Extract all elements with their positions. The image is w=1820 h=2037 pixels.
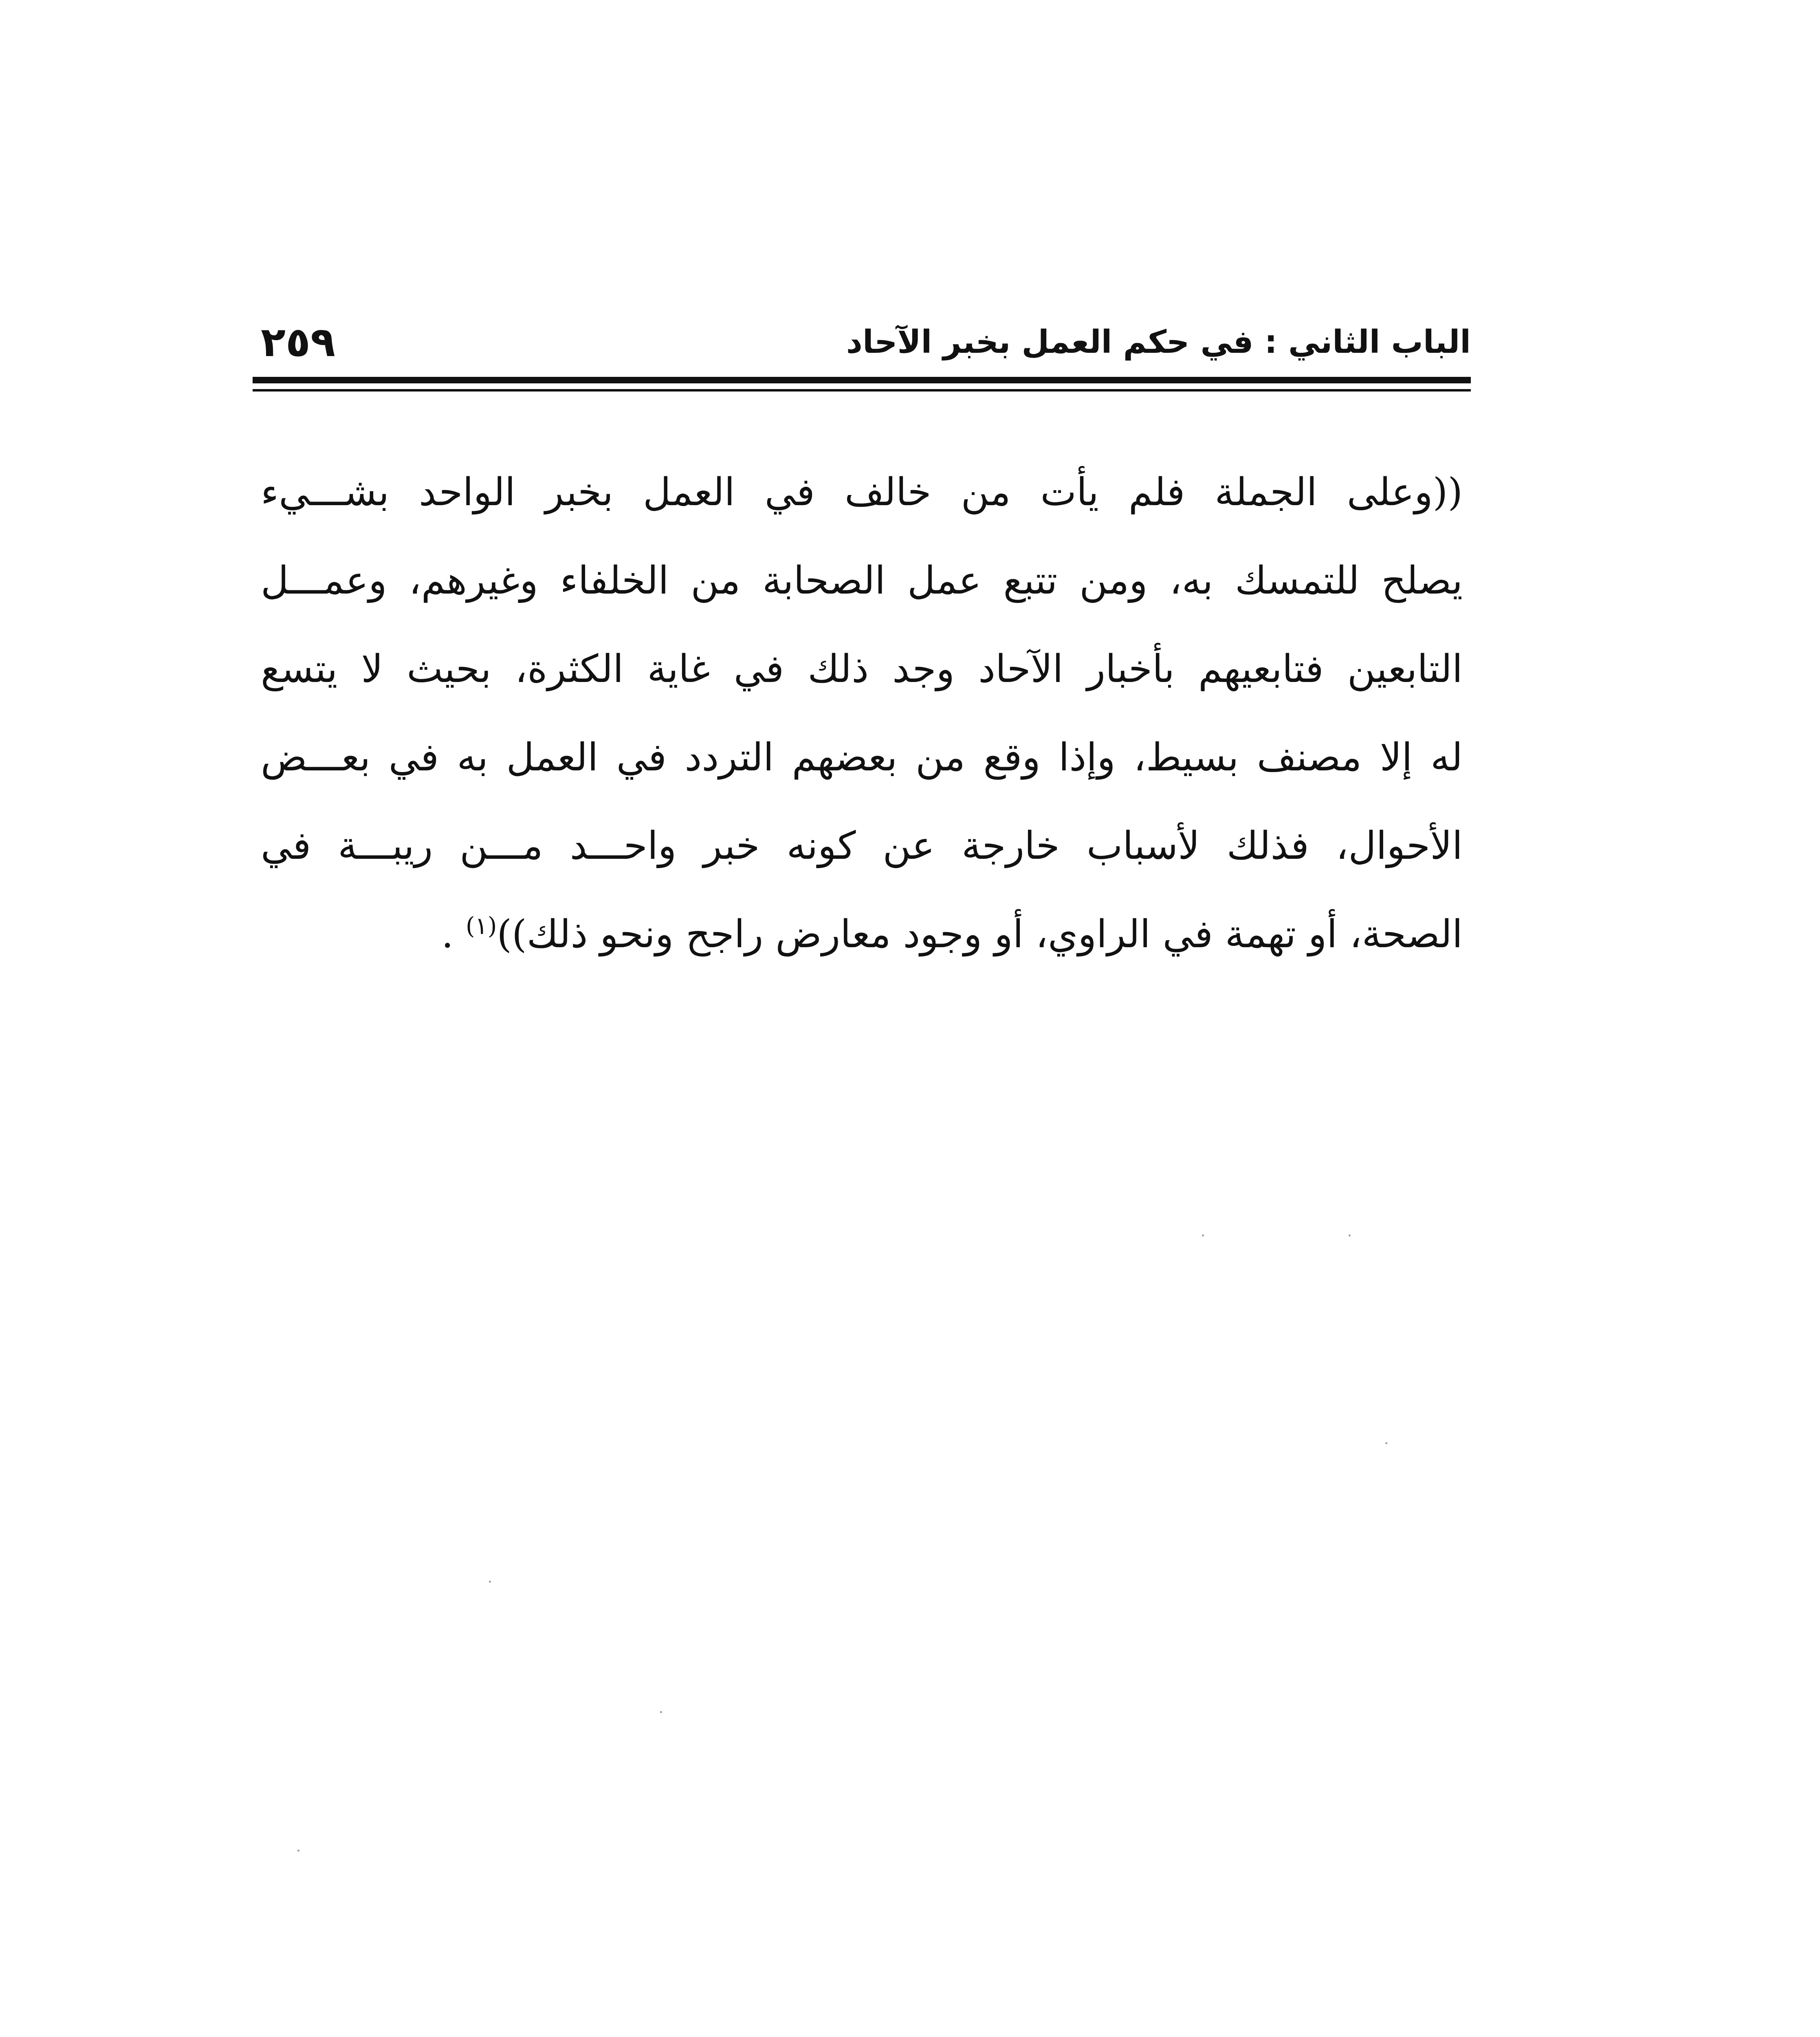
paragraph-last-line: [261, 890, 1463, 979]
paragraph-line-text: الصحة، أو تهمة في الراوي، أو وجود معارض راجح ونحو ذلك)): [497, 912, 1463, 957]
scan-speck: [660, 1711, 662, 1713]
header-rule-thick: [253, 377, 1471, 383]
page-number: ٢٥٩: [261, 318, 336, 366]
final-period: .: [441, 912, 454, 957]
paragraph-line: الأحوال، فذلك لأسباب خارجة عن كونه خبر واحـــد مـــن ريبـــة في: [261, 824, 1463, 868]
running-header: [253, 318, 1471, 371]
paragraph-line: له إلا مصنف بسيط، وإذا وقع من بعضهم التردد في العمل به في بعـــض: [261, 735, 1463, 780]
header-rule-thin: [253, 389, 1471, 392]
scan-speck: [1349, 1234, 1351, 1236]
chapter-title: الباب الثاني : في حكم العمل بخبر الآحاد: [846, 324, 1471, 361]
scan-speck: [297, 1850, 299, 1852]
scan-speck: [1202, 1234, 1204, 1236]
paragraph-line: يصلح للتمسك به، ومن تتبع عمل الصحابة من الخلفاء وغيرهم، وعمـــل: [261, 559, 1463, 603]
scan-speck: [489, 1581, 491, 1583]
footnote-reference[interactable]: (١): [466, 912, 497, 940]
scan-speck: [1385, 1442, 1387, 1444]
quotation-paragraph: [261, 448, 1463, 979]
paragraph-line: التابعين فتابعيهم بأخبار الآحاد وجد ذلك في غاية الكثرة، بحيث لا يتسع: [261, 647, 1463, 691]
paragraph-line: ((وعلى الجملة فلم يأت من خالف في العمل بخبر الواحد بشـــيء: [261, 470, 1463, 515]
